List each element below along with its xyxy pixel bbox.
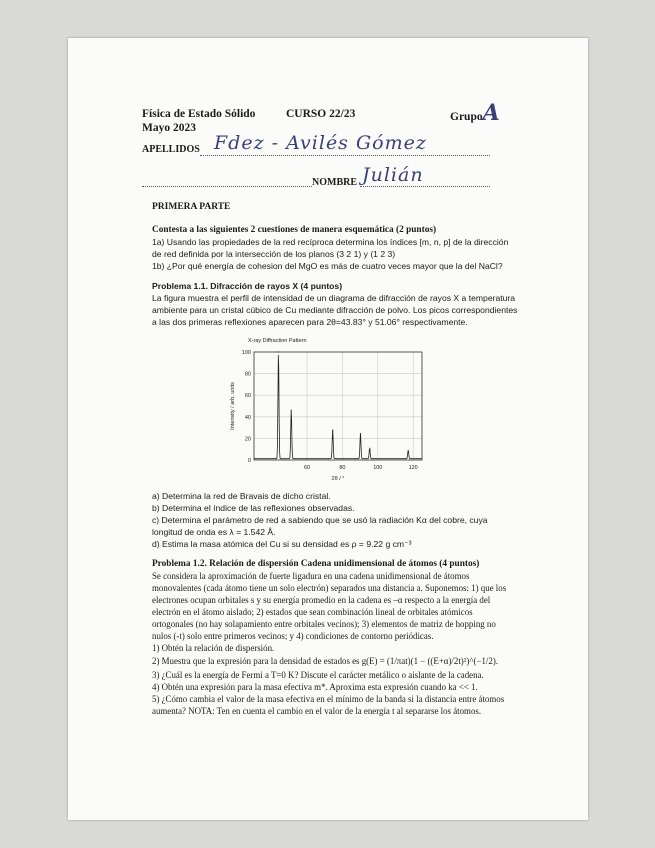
problem-1-2-text-6: nulos (-t) solo entre primeros vecinos; y 4) condiciones de contorno periódicas. <box>152 631 434 641</box>
problem-1-2-text-2: monovalentes (cada átomo tiene un solo electrón) separados una distancia a. Suponemos: 1) que los <box>152 583 507 593</box>
problem-1-1-title: Problema 1.1. Difracción de rayos X (4 puntos) <box>152 281 343 291</box>
problem-1-2-q5-line2: aumenta? NOTA: Ten en cuenta el cambio en el valor de la energía t al separarse los átomos. <box>152 706 482 716</box>
xrd-peak <box>408 451 409 452</box>
course-title: Física de Estado Sólido <box>142 108 256 120</box>
y-tick-label: 100 <box>241 350 251 356</box>
question-d: d) Estima la masa atómica del Cu si su densidad es ρ = 9.22 g cm⁻³ <box>152 539 412 549</box>
problem-1-1-text-1: La figura muestra el perfil de intensidad de un diagrama de difracción de rayos X a temperatura <box>152 293 516 303</box>
apellidos-handwritten: Fdez - Avilés Gómez <box>214 132 427 154</box>
y-tick-label: 40 <box>244 414 251 421</box>
part-title: PRIMERA PARTE <box>152 202 231 212</box>
question-1a-line2: de red definida por la intersección de los planos (3 2 1) y (1 2 3) <box>152 249 396 259</box>
part-intro: Contesta a las siguientes 2 cuestiones de manera esquemática (2 puntos) <box>152 225 437 235</box>
question-c-line1: c) Determina el parámetro de red a sabiendo que se usó la radiación Kα del cobre, cuya <box>152 515 488 525</box>
exam-date: Mayo 2023 <box>142 122 196 134</box>
problem-1-2-text-3: electrones ocupan orbitales s y su energía promedio en la cadena es –α respecto a la energía del <box>152 595 491 605</box>
problem-1-2-q1: 1) Obtén la relación de dispersión. <box>152 643 275 653</box>
y-tick-label: 0 <box>247 458 251 464</box>
chart-title: X-ray Diffraction Pattern <box>248 338 307 344</box>
question-1b: 1b) ¿Por qué energía de cohesion del MgO es más de cuatro veces mayor que la del NaCl? <box>152 261 503 271</box>
exam-sheet <box>68 38 588 820</box>
problem-1-2-text-1: Se considera la aproximación de fuerte ligadura en una cadena unidimensional de átomos <box>152 571 470 581</box>
problem-1-2-text-5: ortogonales (no hay solapamiento entre orbitales vecinos); 3) elementos de matriz de hopping no <box>152 619 496 629</box>
xrd-chart <box>218 332 438 492</box>
xrd-peak <box>369 449 370 450</box>
x-tick-label: 80 <box>339 465 346 471</box>
question-b: b) Determina el índice de las reflexiones observadas. <box>152 503 355 513</box>
nombre-line-right <box>360 186 490 187</box>
question-1a-line1: 1a) Usando las propiedades de la red recíproca determina los índices [m, n, p] de la dirección <box>152 237 509 247</box>
apellidos-label: APELLIDOS <box>142 144 200 155</box>
nombre-label: NOMBRE <box>312 177 357 188</box>
group-label: GrupoA <box>450 100 500 126</box>
question-a: a) Determina la red de Bravais de dicho cristal. <box>152 491 331 501</box>
nombre-handwritten: Julián <box>362 164 424 186</box>
xrd-peak <box>360 433 361 434</box>
nombre-line-left <box>142 186 312 187</box>
xrd-peak <box>332 430 333 431</box>
y-axis-label: Intensity / arb. units <box>230 382 236 430</box>
apellidos-line <box>200 155 490 156</box>
y-tick-label: 60 <box>244 393 251 400</box>
question-c-line2: longitud de onda es λ = 1.542 Å. <box>152 527 276 537</box>
y-tick-label: 20 <box>244 436 251 443</box>
problem-1-2-q2: 2) Muestra que la expresión para la densidad de estados es g(E) = (1/πat)(1 − ((E+α)/2t)²)^(−1/2). <box>152 656 498 666</box>
problem-1-2-q4: 4) Obtén una expresión para la masa efectiva m*. Aproxima esta expresión cuando ka << 1. <box>152 682 478 692</box>
group-value: A <box>482 100 500 126</box>
problem-1-1-text-2: ambiente para un cristal cúbico de Cu mediante difracción de polvo. Los picos correspondientes <box>152 305 518 315</box>
problem-1-2-text-4: electrón en el átomo aislado; 2) estados que sean combinación lineal de orbitales atómicos <box>152 607 473 617</box>
x-tick-label: 100 <box>373 465 383 471</box>
xrd-pattern-line <box>254 355 422 459</box>
x-tick-label: 60 <box>303 465 311 471</box>
problem-1-2-q3: 3) ¿Cuál es la energía de Fermi a T=0 K? Discute el carácter metálico o aislante de la cadena. <box>152 670 484 680</box>
problem-1-1-text-3: a las dos primeras reflexiones aparecen para 2θ=43.83° y 51.06° respectivamente. <box>152 317 468 327</box>
problem-1-2-title: Problema 1.2. Relación de dispersión Cadena unidimensional de átomos (4 puntos) <box>152 559 480 569</box>
y-tick-label: 80 <box>244 371 251 378</box>
course-year: CURSO 22/23 <box>286 108 356 120</box>
xrd-peak <box>278 351 279 352</box>
xrd-peak <box>291 410 292 411</box>
problem-1-2-q5-line1: 5) ¿Cómo cambia el valor de la masa efectiva en el mínimo de la banda si la distancia entre átomos <box>152 694 505 704</box>
x-axis-label: 2θ / ° <box>331 476 345 482</box>
x-tick-label: 120 <box>408 465 418 471</box>
